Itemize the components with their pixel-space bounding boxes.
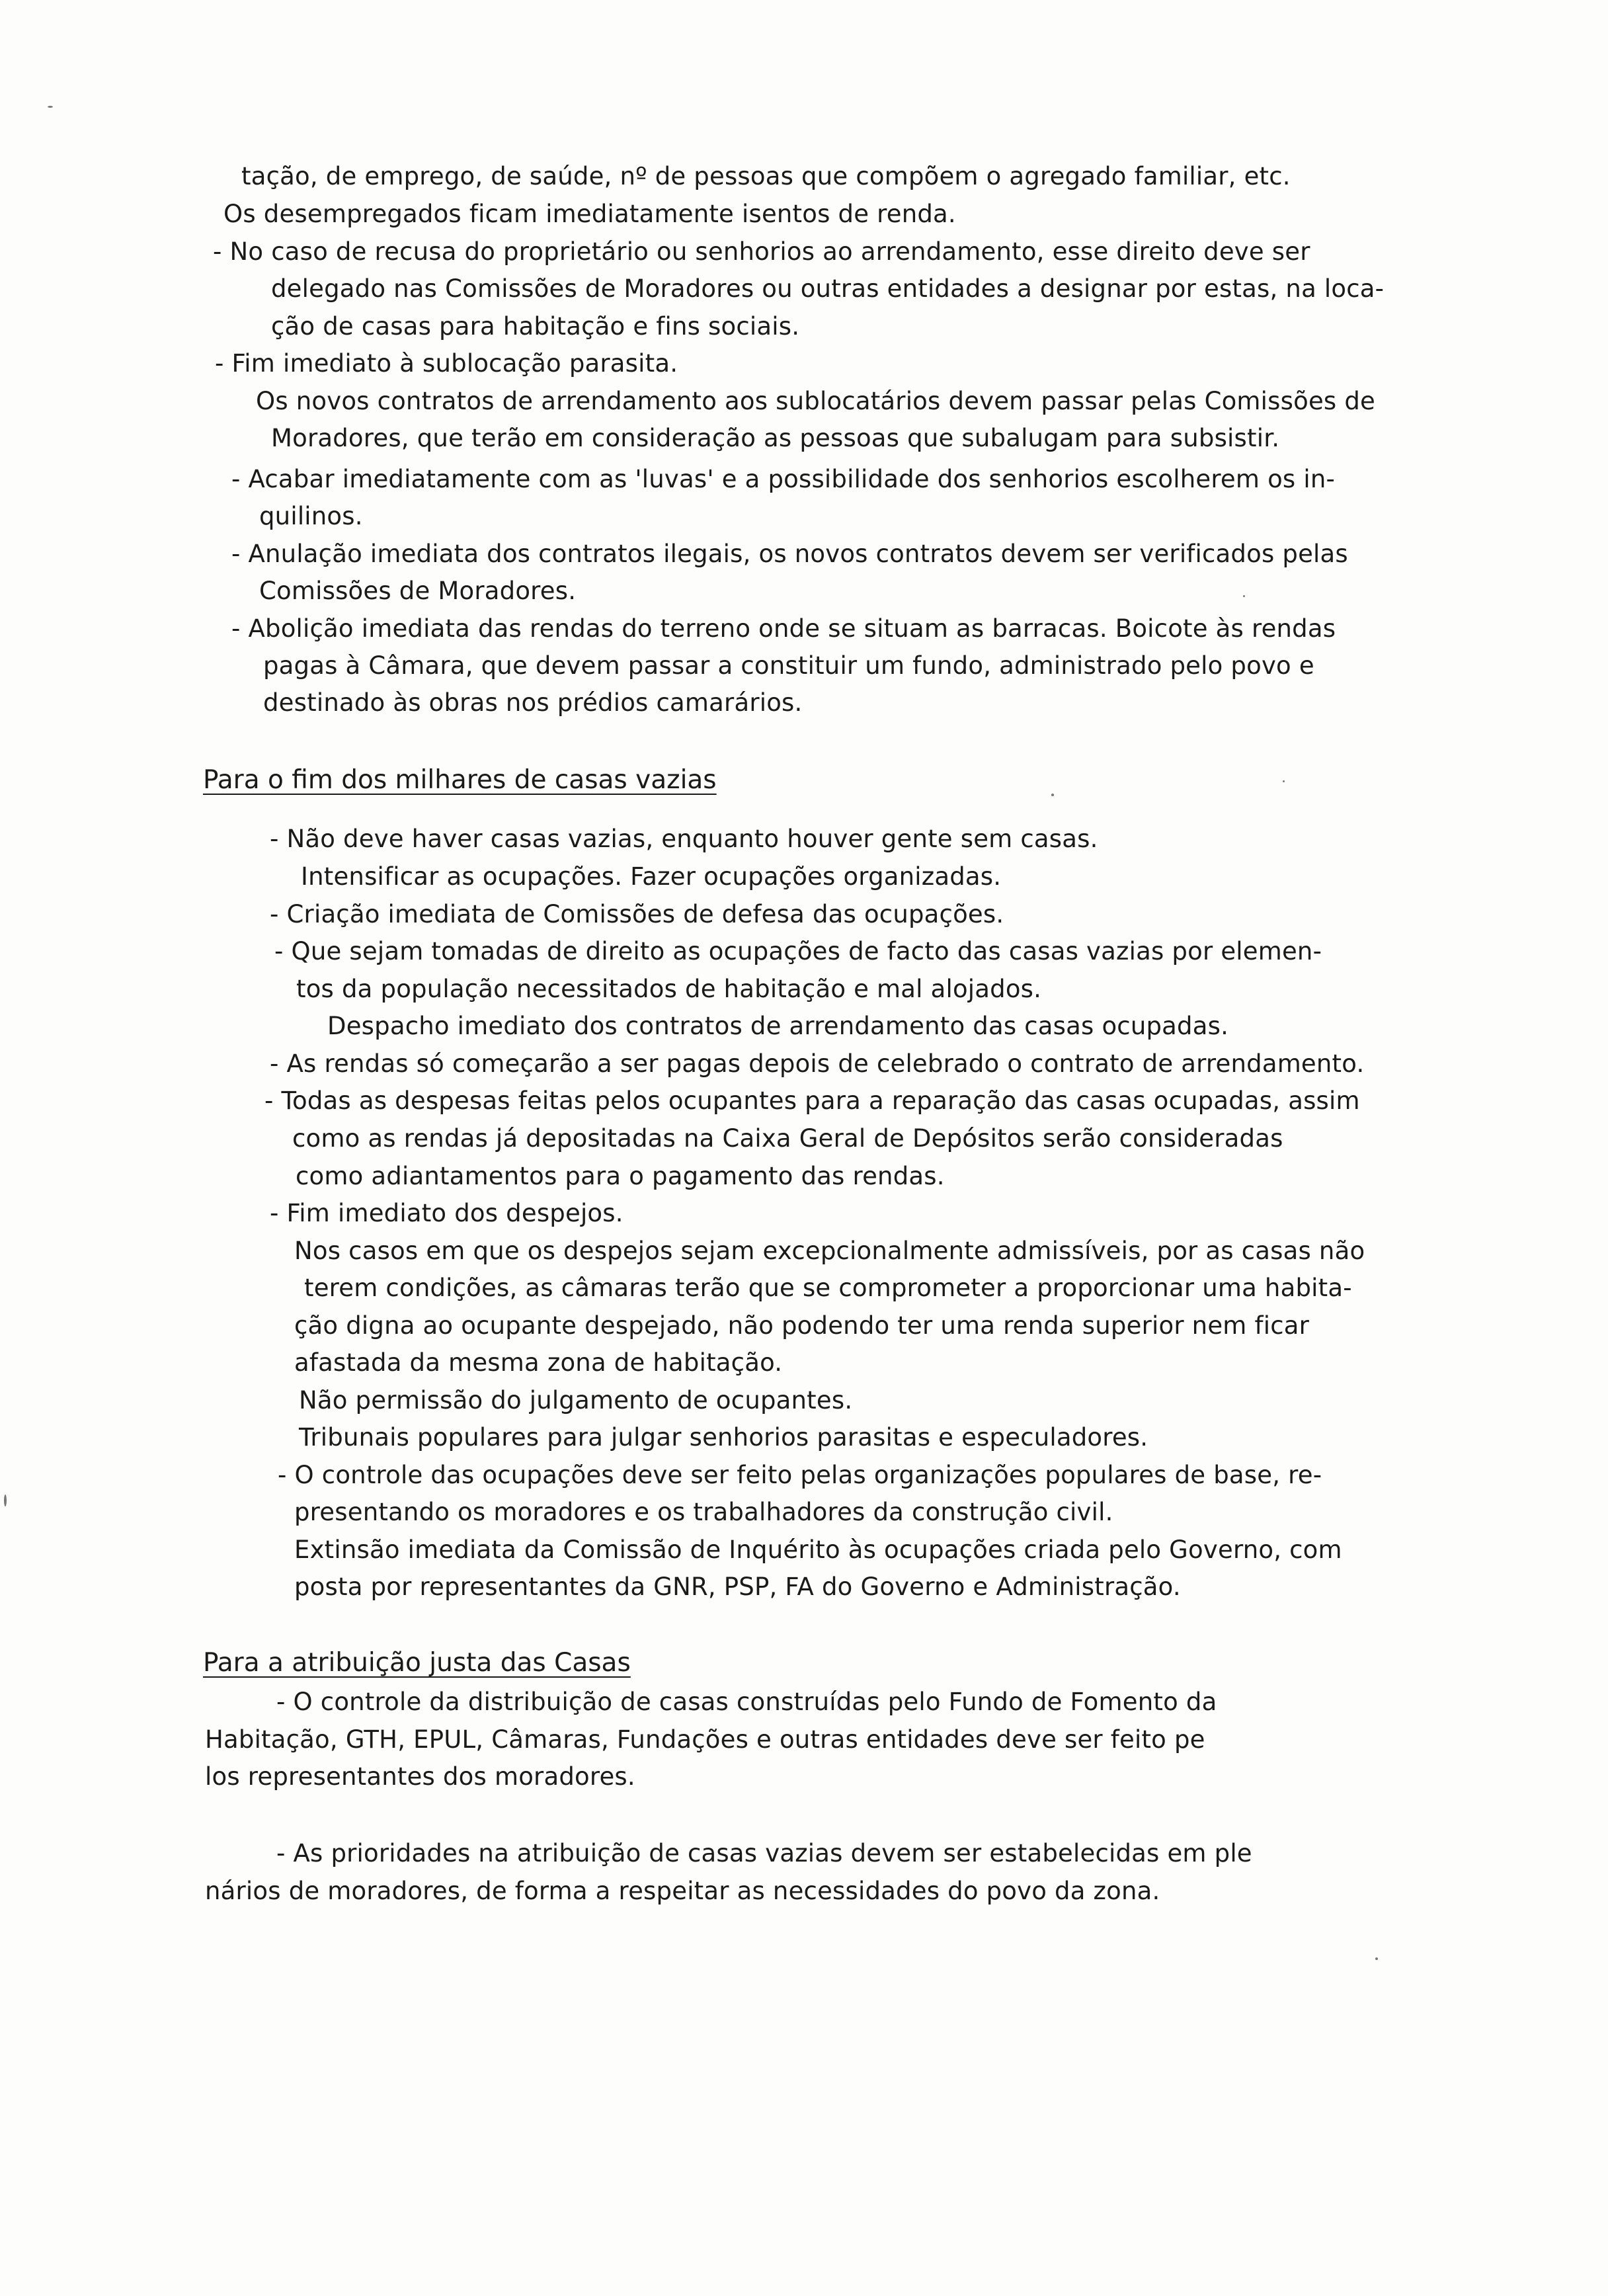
text-line: nários de moradores, de forma a respeitar as necessidades do povo da zona. (205, 1877, 1160, 1905)
text-line: presentando os moradores e os trabalhadores da construção civil. (294, 1498, 1113, 1526)
text-line: ção de casas para habitação e fins sociais. (271, 312, 800, 341)
text-line: - Criação imediata de Comissões de defesa das ocupações. (270, 900, 1004, 928)
text-line: - Fim imediato à sublocação parasita. (215, 349, 678, 378)
text-line: delegado nas Comissões de Moradores ou outras entidades a designar por estas, na loca- (271, 274, 1385, 303)
text-line: - Todas as despesas feitas pelos ocupantes para a reparação das casas ocupadas, assim (264, 1086, 1360, 1115)
text-line: - Abolição imediata das rendas do terreno onde se situam as barracas. Boicote às rendas (231, 614, 1336, 643)
scan-speck (1051, 794, 1054, 796)
text-line: Não permissão do julgamento de ocupantes. (299, 1386, 853, 1414)
text-line: Moradores, que terão em consideração as pessoas que subalugam para subsistir. (271, 424, 1280, 452)
text-line: - Que sejam tomadas de direito as ocupações de facto das casas vazias por elemen- (274, 937, 1322, 965)
text-line: - Anulação imediata dos contratos ilegais, os novos contratos devem ser verificados pelas (231, 540, 1348, 568)
text-line: Os novos contratos de arrendamento aos sublocatários devem passar pelas Comissões de (256, 387, 1376, 415)
text-line: Habitação, GTH, EPUL, Câmaras, Fundações e outras entidades deve ser feito pe (205, 1725, 1205, 1754)
text-line: - O controle da distribuição de casas construídas pelo Fundo de Fomento da (276, 1688, 1217, 1716)
text-line: - Acabar imediatamente com as 'luvas' e a possibilidade dos senhorios escolherem os in- (231, 465, 1336, 493)
scan-speck (48, 106, 53, 108)
text-line: Comissões de Moradores. (259, 577, 577, 605)
text-line: destinado às obras nos prédios camarários. (263, 688, 803, 717)
text-line: terem condições, as câmaras terão que se comprometer a proporcionar uma habita- (304, 1274, 1352, 1302)
text-line: los representantes dos moradores. (205, 1762, 635, 1791)
text-line: - As rendas só começarão a ser pagas depois de celebrado o contrato de arrendamento. (270, 1049, 1365, 1078)
text-line: - As prioridades na atribuição de casas vazias devem ser estabelecidas em ple (276, 1839, 1252, 1867)
text-line: Nos casos em que os despejos sejam excepcionalmente admissíveis, por as casas não (294, 1237, 1365, 1265)
text-line: - No caso de recusa do proprietário ou senhorios ao arrendamento, esse direito deve ser (213, 237, 1310, 266)
text-line: tos da população necessitados de habitação e mal alojados. (296, 975, 1042, 1003)
section-heading: Para o fim dos milhares de casas vazias (203, 765, 717, 795)
text-line: - Fim imediato dos despejos. (270, 1199, 623, 1227)
text-line: Despacho imediato dos contratos de arrendamento das casas ocupadas. (327, 1012, 1229, 1040)
text-line: pagas à Câmara, que devem passar a constituir um fundo, administrado pelo povo e (263, 651, 1314, 680)
text-line: - Não deve haver casas vazias, enquanto houver gente sem casas. (270, 825, 1098, 853)
text-line: ção digna ao ocupante despejado, não podendo ter uma renda superior nem ficar (294, 1311, 1310, 1340)
scan-speck (4, 1495, 7, 1506)
text-line: Intensificar as ocupações. Fazer ocupações organizadas. (301, 862, 1002, 891)
text-line: como as rendas já depositadas na Caixa Geral de Depósitos serão consideradas (292, 1124, 1283, 1153)
text-line: como adiantamentos para o pagamento das rendas. (296, 1162, 945, 1190)
text-line: - O controle das ocupações deve ser feito pelas organizações populares de base, re- (278, 1461, 1322, 1489)
text-line: Os desempregados ficam imediatamente isentos de renda. (223, 200, 956, 228)
text-line: afastada da mesma zona de habitação. (294, 1348, 783, 1377)
text-line: quilinos. (259, 502, 363, 530)
section-heading: Para a atribuição justa das Casas (203, 1648, 631, 1678)
scan-speck (1375, 1957, 1378, 1960)
text-line: Tribunais populares para julgar senhorios parasitas e especuladores. (299, 1423, 1148, 1452)
text-line: Extinsão imediata da Comissão de Inquérito às ocupações criada pelo Governo, com (294, 1536, 1342, 1564)
scan-speck (1283, 780, 1285, 782)
text-line: tação, de emprego, de saúde, nº de pessoas que compõem o agregado familiar, etc. (241, 162, 1291, 190)
scan-speck (1243, 595, 1245, 597)
text-line: posta por representantes da GNR, PSP, FA do Governo e Administração. (294, 1573, 1181, 1601)
